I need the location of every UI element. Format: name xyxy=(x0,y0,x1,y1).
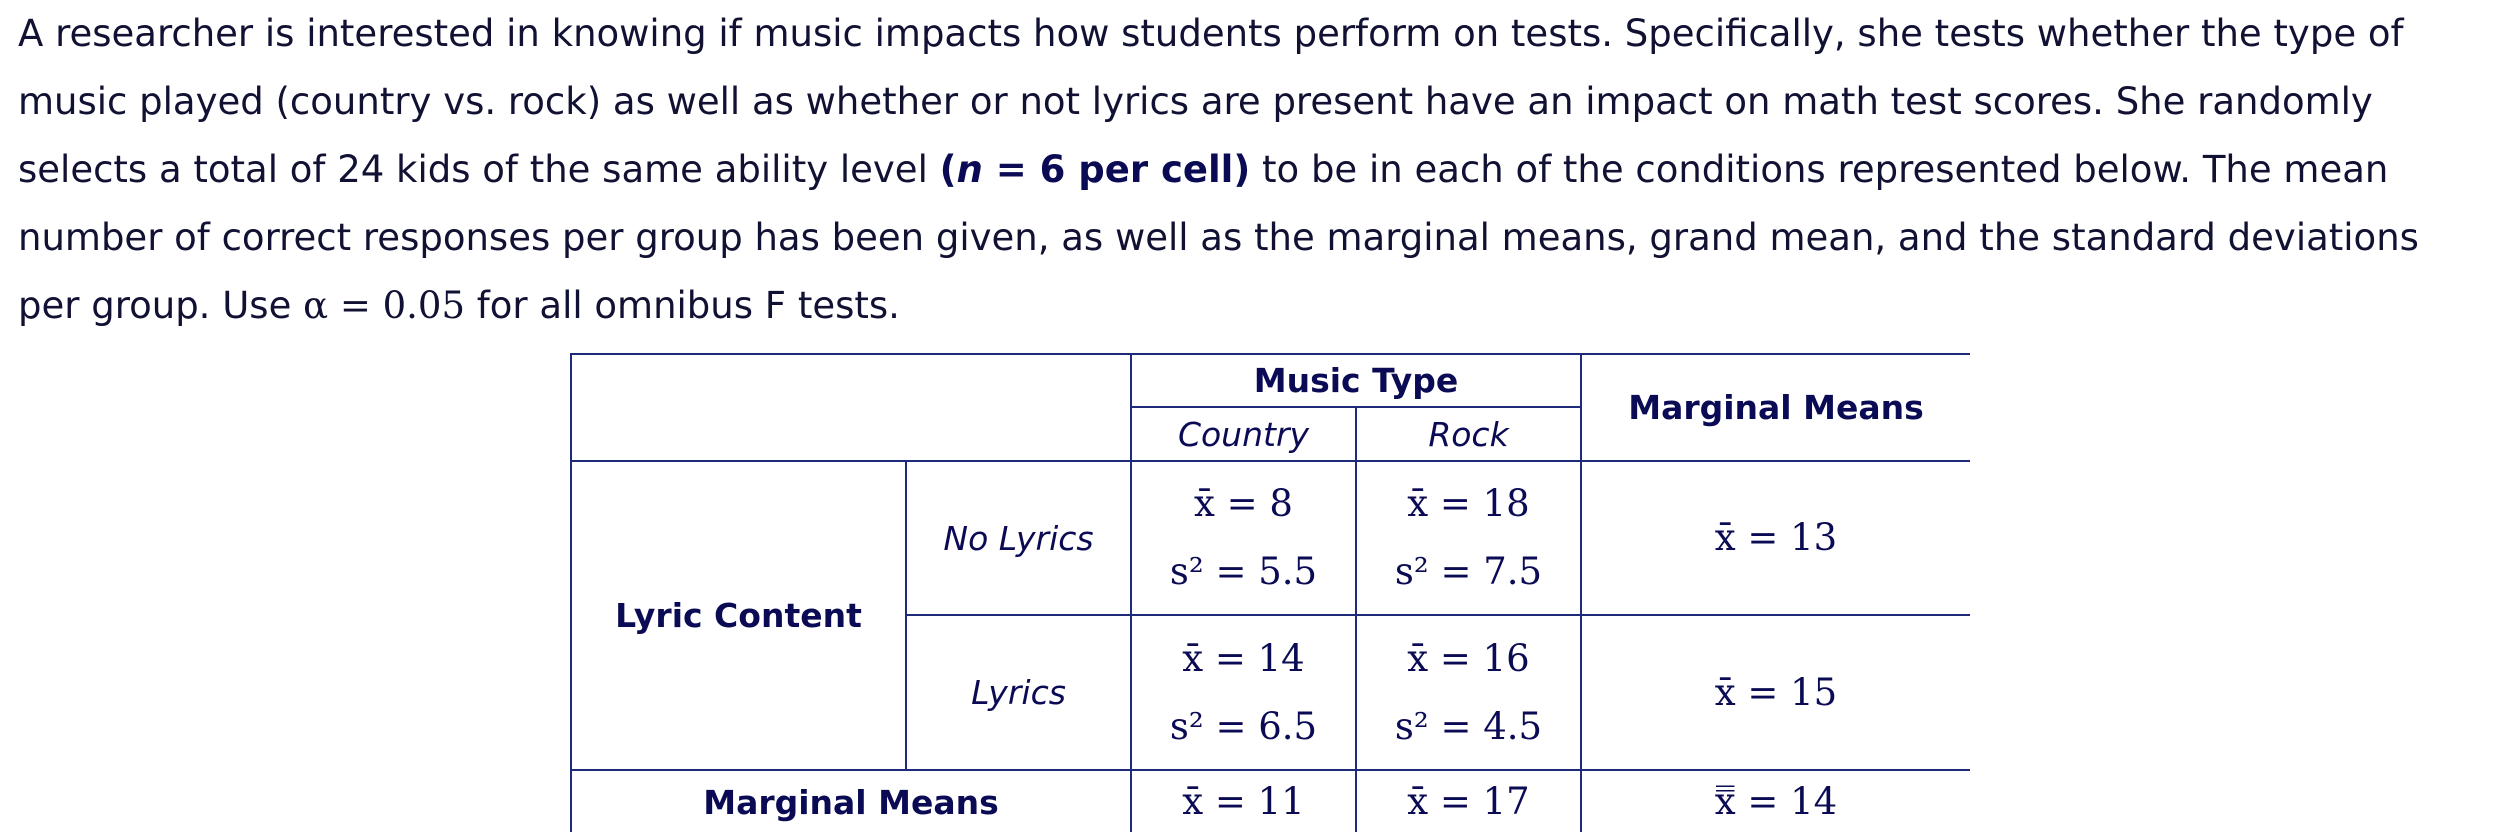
lyrics-marginal-mean: x̄ = 15 xyxy=(1714,670,1838,714)
marginal-means-column-header: Marginal Means xyxy=(1628,388,1924,427)
no-lyrics-country-variance: s² = 5.5 xyxy=(1169,550,1318,593)
lyrics-country-variance: s² = 6.5 xyxy=(1169,704,1318,748)
lyrics-country-cell xyxy=(1132,616,1355,769)
lyrics-rock-variance: s² = 4.5 xyxy=(1394,704,1543,748)
lyrics-rock-cell xyxy=(1357,616,1580,769)
lyrics-country-mean: x̄ = 14 xyxy=(1182,636,1305,680)
cell-size-note xyxy=(940,148,1251,191)
country-header: Country xyxy=(1177,414,1310,454)
cell-size-rest: = 6 per cell) xyxy=(982,148,1251,191)
lyrics-rock-mean: x̄ = 16 xyxy=(1407,636,1530,680)
country-marginal-mean: x̄ = 11 xyxy=(1182,780,1305,823)
rock-marginal-mean: x̄ = 17 xyxy=(1407,780,1530,823)
anova-summary-table xyxy=(570,353,1970,832)
music-type-header: Music Type xyxy=(1253,361,1459,400)
statement-text-2: to be in each of the conditions represented below. The mean number of correct responses per group has been given, as well as the marginal means, grand mean, and the standard deviations per group. Use xyxy=(18,148,2419,327)
grand-mean: x̿ = 14 xyxy=(1714,780,1838,823)
no-lyrics-country-mean: x̄ = 8 xyxy=(1194,482,1293,525)
no-lyrics-country-cell xyxy=(1132,462,1355,614)
alpha-level: α = 0.05 xyxy=(303,284,465,327)
no-lyrics-rock-variance: s² = 7.5 xyxy=(1394,550,1543,593)
rock-header: Rock xyxy=(1428,414,1509,454)
lyric-content-label: Lyric Content xyxy=(615,596,862,635)
no-lyrics-label: No Lyrics xyxy=(943,518,1094,558)
statement-text-3: for all omnibus F tests. xyxy=(465,284,900,327)
cell-size-open-paren: ( xyxy=(939,148,957,191)
no-lyrics-rock-mean: x̄ = 18 xyxy=(1407,482,1530,525)
cell-size-n: n xyxy=(956,148,983,191)
marginal-means-row-label: Marginal Means xyxy=(703,782,999,822)
statement-text-1: A researcher is interested in knowing if music impacts how students perform on tests. Specifically, she tests whether the type of music played (country vs. rock) as well as whether or not lyrics are present have an impact on math test scores. She randomly selects a total of 24 kids of the same ability level xyxy=(18,12,2404,191)
lyrics-label: Lyrics xyxy=(971,673,1066,712)
no-lyrics-rock-cell xyxy=(1357,462,1580,614)
no-lyrics-marginal-mean: x̄ = 13 xyxy=(1714,516,1838,559)
problem-statement xyxy=(18,0,2478,340)
